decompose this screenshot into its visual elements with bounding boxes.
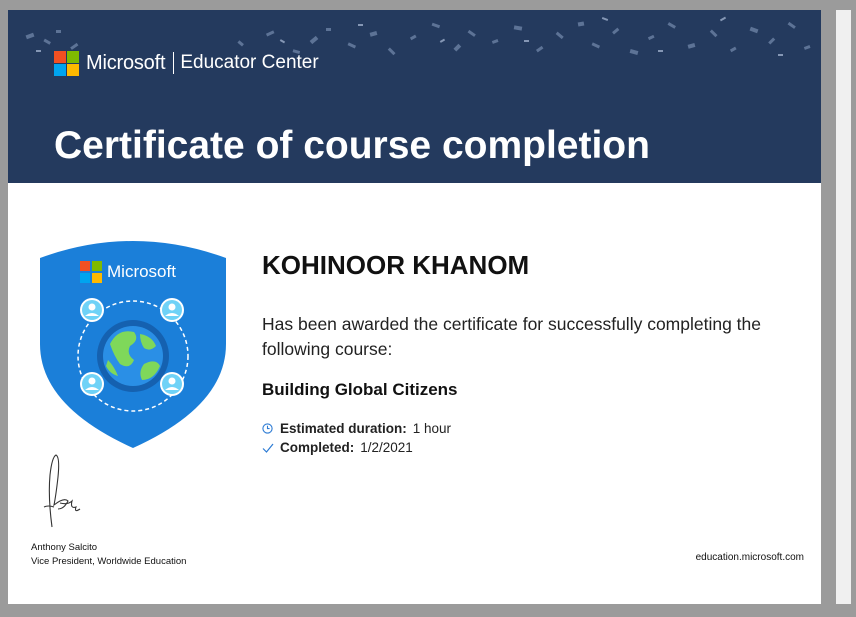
microsoft-logo-icon — [54, 51, 79, 76]
certificate-title: Certificate of course completion — [54, 124, 650, 167]
award-statement: Has been awarded the certificate for successfully completing the following course: — [262, 314, 762, 359]
vertical-scrollbar[interactable] — [836, 10, 851, 604]
brand-divider — [173, 52, 174, 74]
certificate — [8, 10, 821, 604]
completed-value: 1/2/2021 — [360, 440, 413, 455]
clock-icon — [262, 423, 274, 434]
badge-microsoft-logo-icon — [80, 261, 102, 283]
duration-row — [262, 421, 451, 436]
signatory-name: Anthony Salcito — [31, 542, 98, 553]
recipient-name: KOHINOOR KHANOM — [262, 250, 530, 280]
badge-brand-name: Microsoft — [107, 262, 176, 281]
signatory-title: Vice President, Worldwide Education — [31, 556, 187, 567]
duration-label: Estimated duration: — [280, 421, 407, 436]
certificate-header — [8, 10, 821, 183]
microsoft-educator-brand — [54, 50, 319, 76]
duration-value: 1 hour — [412, 421, 452, 436]
badge-brand — [80, 261, 176, 283]
brand-name: Microsoft — [86, 51, 166, 74]
completed-row — [262, 440, 413, 455]
course-title: Building Global Citizens — [262, 380, 458, 399]
footer-site-url[interactable]: education.microsoft.com — [695, 552, 804, 563]
completed-label: Completed: — [280, 440, 355, 455]
checkmark-icon — [262, 443, 274, 453]
brand-subtitle: Educator Center — [180, 52, 319, 73]
signature-image — [34, 447, 94, 537]
